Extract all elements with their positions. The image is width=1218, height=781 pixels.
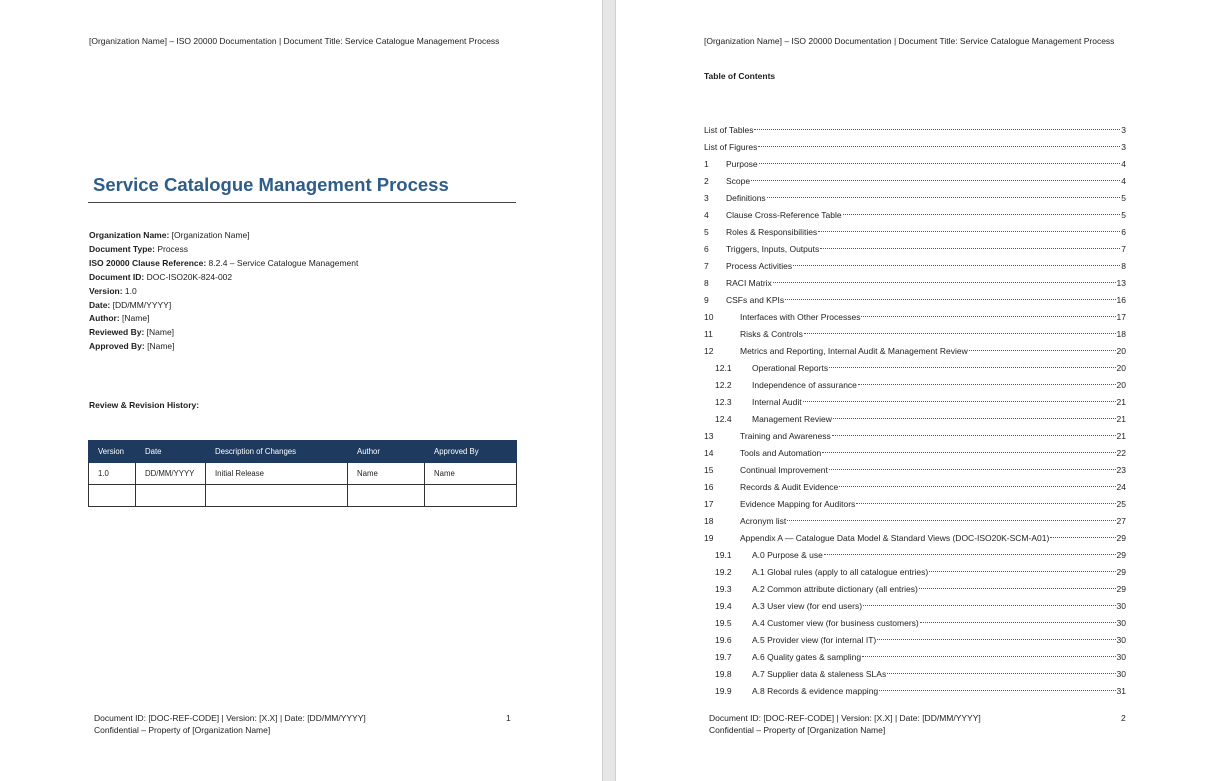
toc-entry[interactable] (704, 445, 1126, 462)
toc-entry-title: Process Activities (726, 261, 793, 271)
toc-entry-number: 19.1 (715, 550, 732, 560)
toc-entry-page: 18 (1116, 329, 1126, 339)
toc-entry-title: Scope (726, 176, 751, 186)
page-number: 1 (506, 713, 511, 723)
toc-entry[interactable] (704, 241, 1126, 258)
toc-entry[interactable] (704, 207, 1126, 224)
toc-dot-leader (773, 282, 1116, 283)
toc-entry-link[interactable] (726, 190, 1126, 207)
page-footer (94, 713, 366, 736)
toc-entry-page: 5 (1121, 210, 1126, 220)
toc-entry-number: 14 (704, 448, 714, 458)
toc-entry-title: A.8 Records & evidence mapping (752, 686, 879, 696)
toc-entry-page: 29 (1116, 533, 1126, 543)
toc-entry[interactable] (704, 428, 1126, 445)
toc-entry-link[interactable] (740, 445, 1126, 462)
column-header-version: Version (89, 441, 136, 463)
toc-entry-page: 29 (1116, 584, 1126, 594)
document-metadata (89, 229, 509, 354)
toc-dot-leader (767, 197, 1121, 198)
column-header-date: Date (136, 441, 206, 463)
toc-entry-title: Appendix A — Catalogue Data Model & Standard Views (DOC-ISO20K-SCM-A01) (740, 533, 1050, 543)
toc-entry-number: 15 (704, 465, 714, 475)
toc-entry-title: Operational Reports (752, 363, 829, 373)
toc-entry-number: 10 (704, 312, 714, 322)
toc-entry[interactable] (704, 275, 1126, 292)
toc-entry-link[interactable] (740, 309, 1126, 326)
toc-entry-page: 20 (1116, 346, 1126, 356)
toc-entry-page: 4 (1121, 159, 1126, 169)
toc-entry-number: 4 (704, 210, 709, 220)
table-cell (89, 485, 136, 507)
toc-entry-page: 25 (1116, 499, 1126, 509)
toc-entry-page: 31 (1116, 686, 1126, 696)
toc-entry[interactable] (704, 224, 1126, 241)
toc-entry[interactable] (704, 394, 1126, 411)
toc-entry[interactable] (704, 326, 1126, 343)
toc-entry-page: 13 (1116, 278, 1126, 288)
toc-entry-page: 30 (1116, 669, 1126, 679)
table-of-contents (704, 122, 1126, 700)
toc-dot-leader (919, 588, 1116, 589)
toc-entry[interactable] (704, 360, 1126, 377)
toc-entry-link[interactable] (740, 479, 1126, 496)
toc-entry-number: 18 (704, 516, 714, 526)
meta-label: ISO 20000 Clause Reference: (89, 257, 207, 268)
toc-entry[interactable] (704, 156, 1126, 173)
toc-entry-page: 21 (1116, 414, 1126, 424)
toc-dot-leader (929, 571, 1115, 572)
toc-entry-title: Interfaces with Other Processes (740, 312, 861, 322)
toc-entry-number: 19.8 (715, 669, 732, 679)
toc-dot-leader (856, 503, 1115, 504)
toc-entry[interactable] (704, 530, 1126, 547)
toc-entry-title: Internal Audit (752, 397, 802, 407)
toc-entry-page: 20 (1116, 363, 1126, 373)
toc-entry-page: 5 (1121, 193, 1126, 203)
toc-dot-leader (787, 520, 1115, 521)
page-footer (709, 713, 981, 736)
toc-entry-number: 12.3 (715, 397, 732, 407)
toc-entry-title: Purpose (726, 159, 758, 169)
toc-entry-title: Training and Awareness (740, 431, 831, 441)
toc-dot-leader (820, 248, 1120, 249)
toc-heading: Table of Contents (704, 71, 776, 81)
toc-dot-leader (863, 605, 1115, 606)
toc-entry-number: 19 (704, 533, 714, 543)
column-header-approved-by: Approved By (425, 441, 517, 463)
toc-entry[interactable] (704, 139, 1126, 156)
toc-entry-number: 17 (704, 499, 714, 509)
toc-entry-title: Metrics and Reporting, Internal Audit & Management Review (740, 346, 968, 356)
toc-entry-title: CSFs and KPIs (726, 295, 785, 305)
toc-dot-leader (969, 350, 1116, 351)
meta-value: Process (154, 243, 189, 254)
toc-entry-title: Definitions (726, 193, 766, 203)
table-cell: DD/MM/YYYY (136, 463, 206, 485)
toc-entry-title: Clause Cross-Reference Table (726, 210, 842, 220)
footer-document-line: Document ID: [DOC-REF-CODE] | Version: [X.X] | Date: [DD/MM/YYYY] (709, 713, 981, 723)
toc-entry-title: Records & Audit Evidence (740, 482, 839, 492)
toc-dot-leader (785, 299, 1115, 300)
toc-entry-page: 3 (1121, 125, 1126, 135)
toc-entry[interactable] (704, 666, 1126, 683)
toc-entry-page: 22 (1116, 448, 1126, 458)
toc-entry-number: 19.7 (715, 652, 732, 662)
toc-entry-title: A.0 Purpose & use (752, 550, 823, 560)
toc-entry[interactable] (704, 547, 1126, 564)
toc-entry-link[interactable] (726, 258, 1126, 275)
meta-value: [Name] (144, 327, 175, 338)
toc-entry-title: A.2 Common attribute dictionary (all entries) (752, 584, 918, 594)
toc-entry-number: 19.4 (715, 601, 732, 611)
toc-entry[interactable] (704, 496, 1126, 513)
toc-entry-number: 19.2 (715, 567, 732, 577)
toc-entry-number: 19.6 (715, 635, 732, 645)
toc-entry-number: 7 (704, 261, 709, 271)
revision-history-heading: Review & Revision History: (89, 400, 200, 410)
toc-entry-page: 4 (1121, 176, 1126, 186)
meta-value: [DD/MM/YYYY] (110, 299, 172, 310)
toc-entry[interactable] (704, 292, 1126, 309)
toc-entry[interactable] (704, 173, 1126, 190)
toc-dot-leader (920, 622, 1116, 623)
toc-dot-leader (759, 163, 1121, 164)
toc-dot-leader (879, 690, 1115, 691)
toc-entry-title: Management Review (752, 414, 832, 424)
meta-value: 8.2.4 – Service Catalogue Management (206, 257, 359, 268)
toc-entry-page: 8 (1121, 261, 1126, 271)
toc-entry-link[interactable] (752, 683, 1126, 700)
toc-entry-page: 29 (1116, 550, 1126, 560)
toc-entry-title: Risks & Controls (740, 329, 803, 339)
footer-document-line: Document ID: [DOC-REF-CODE] | Version: [X.X] | Date: [DD/MM/YYYY] (94, 713, 366, 723)
toc-dot-leader (843, 214, 1121, 215)
toc-entry-page: 29 (1116, 567, 1126, 577)
meta-value: [Name] (119, 313, 150, 324)
page-number: 2 (1121, 713, 1126, 723)
toc-entry[interactable] (704, 462, 1126, 479)
toc-dot-leader (861, 316, 1115, 317)
meta-author (89, 312, 509, 326)
table-cell: 1.0 (89, 463, 136, 485)
toc-entry-title: Continual Improvement (740, 465, 828, 475)
toc-entry-page: 30 (1116, 652, 1126, 662)
meta-value: DOC-ISO20K-824-002 (144, 271, 233, 282)
toc-entry-link[interactable] (740, 428, 1126, 445)
toc-dot-leader (1050, 537, 1115, 538)
toc-entry-title: Tools and Automation (740, 448, 822, 458)
toc-entry-link[interactable] (726, 241, 1126, 258)
toc-entry-title: Roles & Responsibilities (726, 227, 818, 237)
toc-entry-link[interactable] (752, 411, 1126, 428)
toc-entry-link[interactable] (740, 513, 1126, 530)
toc-entry[interactable] (704, 598, 1126, 615)
toc-entry-link[interactable] (752, 598, 1126, 615)
toc-entry-page: 24 (1116, 482, 1126, 492)
toc-entry-page: 27 (1116, 516, 1126, 526)
table-cell: Name (348, 463, 425, 485)
toc-dot-leader (793, 265, 1120, 266)
table-cell: Name (425, 463, 517, 485)
meta-clause-reference (89, 257, 509, 271)
meta-label: Organization Name: (89, 230, 170, 240)
toc-entry-link[interactable] (726, 275, 1126, 292)
toc-entry-number: 12 (704, 346, 714, 356)
toc-entry-page: 17 (1116, 312, 1126, 322)
meta-label: Date: (89, 299, 111, 310)
toc-entry-link[interactable] (752, 666, 1126, 683)
document-title: Service Catalogue Management Process (93, 174, 449, 195)
toc-entry-title: List of Tables (704, 125, 754, 135)
toc-entry-number: 9 (704, 295, 709, 305)
toc-entry-link[interactable] (726, 207, 1126, 224)
meta-value: 1.0 (122, 285, 137, 296)
toc-entry-link[interactable] (752, 360, 1126, 377)
meta-organization-name (89, 229, 509, 243)
toc-entry-page: 21 (1116, 397, 1126, 407)
table-cell (136, 485, 206, 507)
toc-entry-link[interactable] (752, 547, 1126, 564)
toc-entry-link[interactable] (740, 462, 1126, 479)
toc-entry-title: A.6 Quality gates & sampling (752, 652, 862, 662)
table-row (89, 463, 517, 485)
toc-dot-leader (824, 554, 1116, 555)
toc-entry-link[interactable] (752, 615, 1126, 632)
document-page-2 (616, 0, 1218, 781)
toc-entry-number: 1 (704, 159, 709, 169)
toc-dot-leader (754, 129, 1120, 130)
table-header-row (89, 441, 517, 463)
toc-entry[interactable] (704, 309, 1126, 326)
toc-entry-number: 19.5 (715, 618, 732, 628)
column-header-author: Author (348, 441, 425, 463)
toc-entry[interactable] (704, 377, 1126, 394)
toc-dot-leader (833, 418, 1116, 419)
toc-entry-number: 12.4 (715, 414, 732, 424)
toc-entry-link[interactable] (740, 530, 1126, 547)
toc-dot-leader (751, 180, 1120, 181)
meta-document-id (89, 271, 509, 285)
table-cell (425, 485, 517, 507)
meta-value: [Organization Name] (169, 230, 250, 240)
toc-entry-number: 11 (704, 329, 713, 339)
toc-entry[interactable] (704, 564, 1126, 581)
toc-entry-title: Triggers, Inputs, Outputs (726, 244, 820, 254)
toc-entry-number: 12.2 (715, 380, 732, 390)
meta-label: Document ID: (89, 271, 145, 282)
toc-entry-page: 6 (1121, 227, 1126, 237)
toc-dot-leader (804, 333, 1116, 334)
toc-entry-page: 30 (1116, 635, 1126, 645)
toc-entry[interactable] (704, 581, 1126, 598)
toc-entry-link[interactable] (752, 394, 1126, 411)
toc-dot-leader (829, 367, 1115, 368)
toc-dot-leader (877, 639, 1115, 640)
toc-dot-leader (839, 486, 1115, 487)
toc-entry-number: 19.9 (715, 686, 732, 696)
toc-dot-leader (829, 469, 1116, 470)
revision-history-table (88, 440, 517, 507)
toc-entry[interactable] (704, 615, 1126, 632)
toc-dot-leader (758, 146, 1120, 147)
meta-version (89, 285, 509, 299)
toc-entry-title: A.5 Provider view (for internal IT) (752, 635, 877, 645)
toc-entry[interactable] (704, 411, 1126, 428)
meta-value: [Name] (144, 341, 175, 352)
toc-dot-leader (832, 435, 1116, 436)
toc-entry[interactable] (704, 343, 1126, 360)
toc-entry-title: Evidence Mapping for Auditors (740, 499, 856, 509)
toc-entry[interactable] (704, 513, 1126, 530)
toc-entry-number: 12.1 (715, 363, 732, 373)
toc-entry-link[interactable] (726, 292, 1126, 309)
table-cell (348, 485, 425, 507)
toc-entry-link[interactable] (726, 224, 1126, 241)
toc-entry-title: Independence of assurance (752, 380, 857, 390)
toc-entry-number: 2 (704, 176, 709, 186)
toc-dot-leader (818, 231, 1120, 232)
title-divider (88, 202, 516, 203)
toc-dot-leader (887, 673, 1115, 674)
toc-entry-title: A.4 Customer view (for business customers) (752, 618, 919, 628)
toc-entry-link[interactable] (752, 377, 1126, 394)
meta-reviewed-by (89, 326, 509, 340)
toc-entry-page: 30 (1116, 601, 1126, 611)
toc-entry-link[interactable] (740, 496, 1126, 513)
toc-entry-page: 7 (1121, 244, 1126, 254)
toc-entry[interactable] (704, 632, 1126, 649)
meta-label: Approved By: (89, 341, 145, 352)
toc-entry[interactable] (704, 190, 1126, 207)
toc-dot-leader (822, 452, 1115, 453)
toc-entry[interactable] (704, 479, 1126, 496)
toc-entry[interactable] (704, 649, 1126, 666)
toc-dot-leader (862, 656, 1115, 657)
table-cell: Initial Release (206, 463, 348, 485)
toc-entry[interactable] (704, 258, 1126, 275)
toc-entry-number: 5 (704, 227, 709, 237)
toc-entry-link[interactable] (740, 343, 1126, 360)
toc-entry-link[interactable] (704, 139, 1126, 156)
toc-entry-page: 3 (1121, 142, 1126, 152)
toc-entry-link[interactable] (752, 581, 1126, 598)
table-cell (206, 485, 348, 507)
toc-entry-number: 13 (704, 431, 714, 441)
toc-entry-number: 3 (704, 193, 709, 203)
page-header: [Organization Name] – ISO 20000 Documentation | Document Title: Service Catalogue Management Process (704, 36, 1115, 46)
toc-entry-page: 16 (1116, 295, 1126, 305)
page-header: [Organization Name] – ISO 20000 Documentation | Document Title: Service Catalogue Management Process (89, 36, 500, 46)
toc-entry-number: 8 (704, 278, 709, 288)
table-row (89, 485, 517, 507)
toc-entry-page: 23 (1116, 465, 1126, 475)
meta-label: Document Type: (89, 243, 155, 254)
meta-approved-by (89, 340, 509, 354)
toc-entry-link[interactable] (726, 173, 1126, 190)
toc-entry-number: 16 (704, 482, 714, 492)
toc-entry-title: List of Figures (704, 142, 758, 152)
document-page-1 (0, 0, 602, 781)
column-header-description: Description of Changes (206, 441, 348, 463)
toc-entry[interactable] (704, 122, 1126, 139)
toc-entry-link[interactable] (726, 156, 1126, 173)
toc-entry-page: 30 (1116, 618, 1126, 628)
meta-label: Reviewed By: (89, 327, 145, 338)
toc-entry-number: 19.3 (715, 584, 732, 594)
toc-dot-leader (803, 401, 1116, 402)
toc-entry-link[interactable] (740, 326, 1126, 343)
footer-confidential-line: Confidential – Property of [Organization Name] (709, 724, 886, 735)
toc-entry-title: RACI Matrix (726, 278, 772, 288)
toc-entry-title: A.1 Global rules (apply to all catalogue entries) (752, 567, 929, 577)
toc-entry[interactable] (704, 683, 1126, 700)
toc-entry-title: Acronym list (740, 516, 787, 526)
toc-entry-link[interactable] (752, 649, 1126, 666)
toc-entry-link[interactable] (704, 122, 1126, 139)
meta-label: Version: (89, 285, 123, 296)
toc-entry-link[interactable] (752, 632, 1126, 649)
meta-document-type (89, 243, 509, 257)
footer-confidential-line: Confidential – Property of [Organization Name] (94, 724, 271, 735)
toc-entry-page: 21 (1116, 431, 1126, 441)
toc-entry-title: A.7 Supplier data & staleness SLAs (752, 669, 887, 679)
toc-entry-title: A.3 User view (for end users) (752, 601, 863, 611)
toc-entry-number: 6 (704, 244, 709, 254)
toc-dot-leader (858, 384, 1116, 385)
toc-entry-page: 20 (1116, 380, 1126, 390)
toc-entry-link[interactable] (752, 564, 1126, 581)
meta-date (89, 299, 509, 313)
meta-label: Author: (89, 313, 120, 324)
